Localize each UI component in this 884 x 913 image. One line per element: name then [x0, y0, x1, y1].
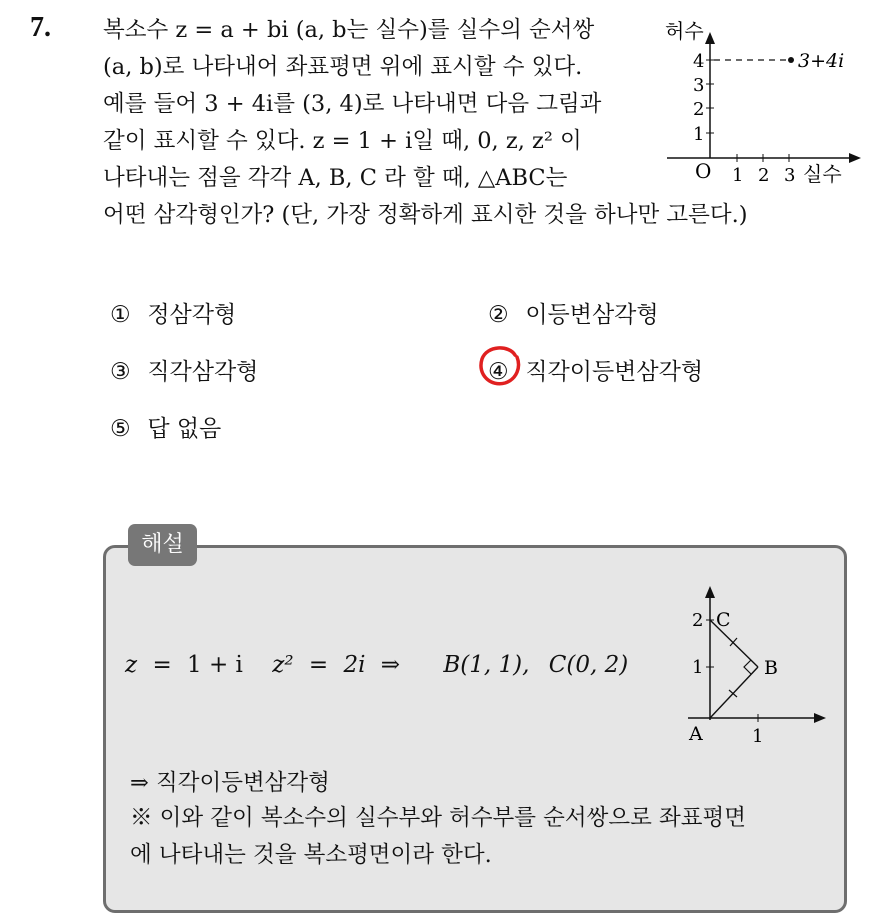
x-axis-arrow [849, 153, 861, 163]
label-C: C [716, 609, 731, 631]
note-line: ※ 이와 같이 복소수의 실수부와 허수부를 순서쌍으로 좌표평면 [130, 805, 746, 831]
choice-1[interactable] [110, 296, 236, 329]
choice-text: 이등변삼각형 [525, 302, 659, 328]
eq-point-c: C(0, 2) [548, 652, 629, 678]
triangle-diagram [680, 580, 830, 750]
choice-5[interactable] [110, 410, 221, 443]
x-axis-label: 실수 [803, 162, 842, 186]
complex-plane-example [655, 8, 865, 198]
x-axis-arrow [814, 713, 826, 723]
choice-text: 직각이등변삼각형 [525, 359, 704, 385]
y-axis-label: 허수 [665, 19, 704, 43]
eq-point-b: B(1, 1), [443, 652, 530, 678]
side-AB [710, 667, 758, 718]
choice-marker: ① [110, 302, 131, 328]
y-axis-arrow [705, 32, 715, 44]
eq-equals: = [308, 652, 329, 678]
choice-text: 정삼각형 [147, 302, 237, 328]
y-ticks [693, 51, 714, 145]
question-line-last: 어떤 삼각형인가? (단, 가장 정확하게 표시한 것을 하나만 고른다.) [103, 202, 748, 228]
choice-marker: ② [488, 302, 509, 328]
explanation-note [130, 800, 830, 874]
question-line: 복소수 z = a + bi (a, b는 실수)를 실수의 순서쌍 [103, 17, 595, 43]
label-B: B [764, 657, 778, 679]
point-3-4i [788, 57, 794, 63]
x-tick-label: 3 [784, 165, 796, 186]
choice-marker: ④ [488, 359, 509, 385]
x-tick-label: 2 [758, 165, 770, 186]
x-ticks [732, 154, 795, 186]
eq-z-squared: z² [272, 652, 294, 678]
y-tick-label: 4 [693, 51, 705, 72]
eq-arrow: ⇒ [380, 652, 401, 678]
y-tick-label: 2 [692, 610, 704, 631]
question-line: 예를 들어 3 + 4i를 (3, 4)로 나타내면 다음 그림과 [103, 91, 602, 117]
right-angle-mark [744, 660, 751, 674]
y-tick-label: 1 [692, 657, 704, 678]
y-tick-label: 2 [693, 99, 705, 120]
answer-circle-mark [477, 343, 523, 389]
eq-value-2: 2i [343, 652, 366, 678]
choice-text: 답 없음 [147, 416, 222, 442]
choice-2[interactable] [488, 296, 659, 329]
question-number: 7. [30, 12, 51, 43]
y-tick-label: 1 [693, 124, 705, 145]
origin-label: O [695, 159, 712, 183]
note-line: 에 나타내는 것을 복소평면이라 한다. [130, 842, 492, 868]
eq-z: z [125, 652, 138, 678]
choice-marker: ⑤ [110, 416, 131, 442]
point-label: 3+4i [798, 50, 845, 72]
y-tick-label: 3 [693, 75, 705, 96]
explanation-equation [125, 652, 628, 678]
question-line: 같이 표시할 수 있다. z = 1 + i일 때, 0, z, z² 이 [103, 128, 582, 154]
eq-value-1: 1 + i [187, 652, 243, 678]
eq-equals: = [152, 652, 172, 678]
explanation-conclusion: ⇒ 직각이등변삼각형 [130, 770, 330, 796]
choice-text: 직각삼각형 [147, 359, 259, 385]
x-tick-label: 1 [732, 165, 744, 186]
explanation-tag: 해설 [128, 524, 197, 566]
x-tick-label: 1 [752, 726, 764, 747]
y-axis-arrow [705, 586, 715, 598]
question-text [103, 12, 648, 197]
choice-marker: ③ [110, 359, 131, 385]
question-line: (a, b)로 나타내어 좌표평면 위에 표시할 수 있다. [103, 54, 583, 80]
label-A: A [689, 723, 703, 745]
question-line: 나타내는 점을 각각 A, B, C 라 할 때, △ABC는 [103, 165, 568, 191]
choice-3[interactable] [110, 353, 258, 386]
